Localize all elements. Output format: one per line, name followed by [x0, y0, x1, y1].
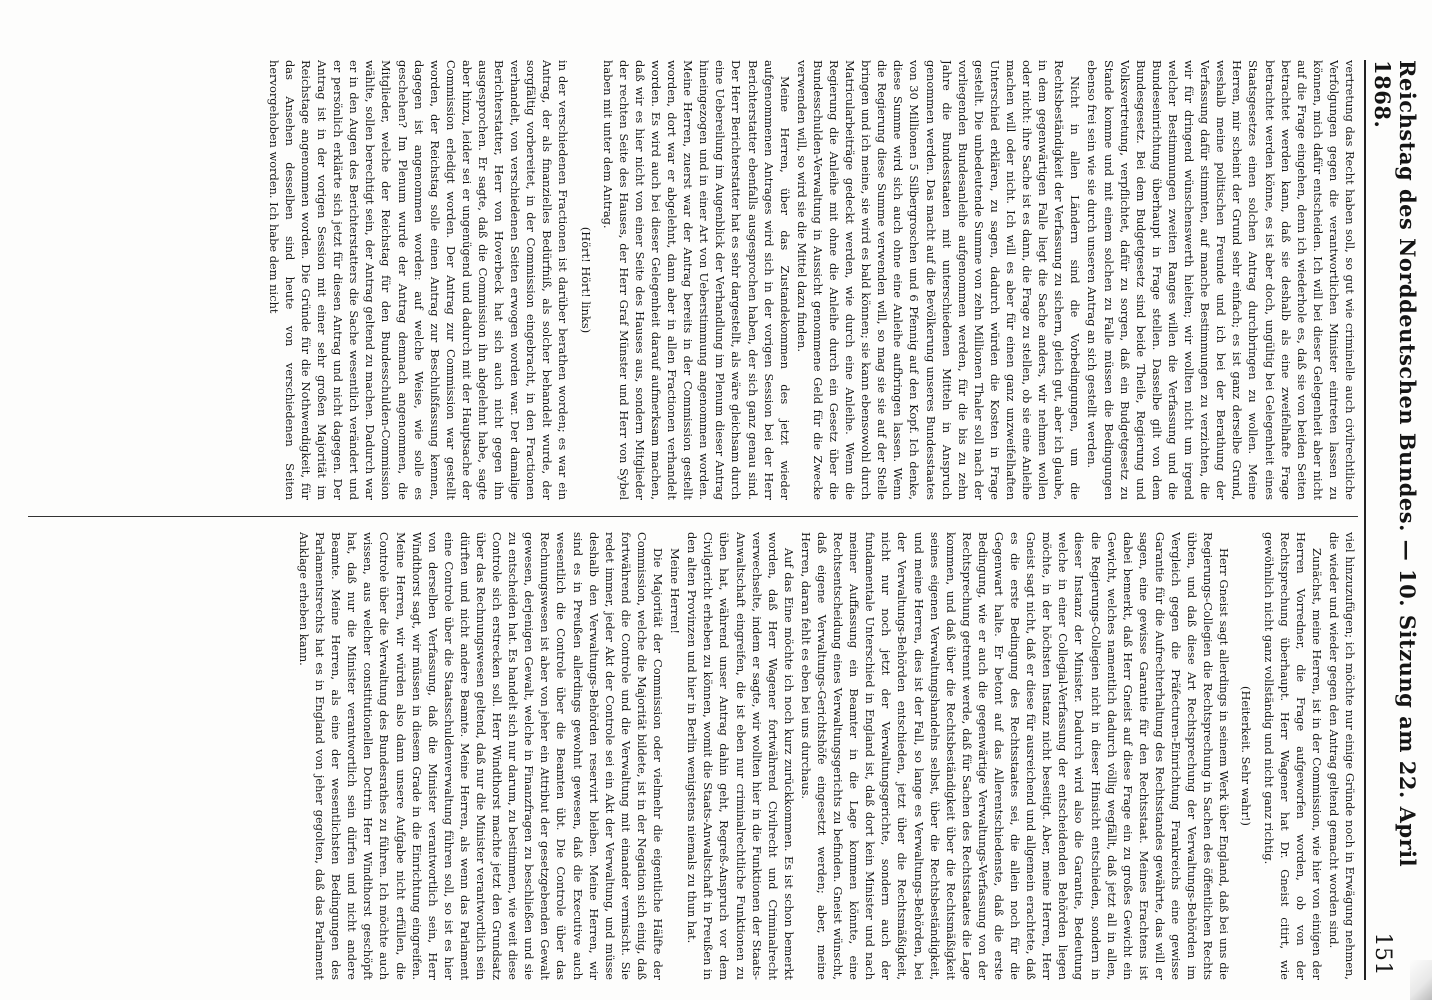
- salutation: Meine Herren!: [668, 548, 683, 634]
- rotated-document-page: [18, 60, 1420, 980]
- paragraph: Nicht in allen Ländern sind die Vorbedingungen, um die Rechtsbeständigkeit der Verfassung zu sichern, gleich gut, aber ich glaube, in dem gegenwärtigen Falle liegt die Sache anders, wir nehmen wollen oder nicht: ihre Sache ist es dann, die Frage zu stellen, ob sie eine Anleihe machen will oder nicht. Ich will es aber für einen ganz unzweifelhaften Unterschied erklären, zu sagen, dadurch würden die Kosten in Frage gestellt. Die unbedeutende Summe von zehn Millionen Thaler soll nach der vorliegenden Bundesanleihe aufgenommen werden, für die bis zu zehn Jahre die Bundesstaaten mit unterschiedenen Mitteln in Anspruch genommen werden. Das macht auf die Bevölkerung unseres Bundesstaates von 30 Millionen 5 Silbergroschen und 6 Pfennig auf den Kopf. Ich denke, diese Summe wird sich auch ohne eine Anleihe aufbringen lassen. Wenn die Regierung diese Summe verwenden will, so mag sie sie auf der Stelle bringen und ich meine, sie wird es bald können; sie kann ebensowohl durch Matricularbeiträge gedeckt werden, wie durch eine Anleihe. Wenn die Regierung die Anleihe mit ohne die Anleihe durch ein Gesetz über die Bundesschulden-Verwaltung in Aussicht genommene Geld für die Zwecke verwenden will, so wird sie die Mittel dazu finden.: [794, 60, 1083, 500]
- paragraph: Die Majorität der Commission oder vielmehr die eigentliche Hälfte der Commission, welche die Majorität bildete, ist in der Negation sich einig, daß fortwährend die Controle und die Verwaltung mit einander vermischt. Sie redet immer, jeder Akt der Controle sei ein Akt der Verwaltung, und müsse deshalb den Verwaltungs-Behörden reservirt bleiben. Meine Herren, wir sind es in Preußen allerdings gewohnt gewesen, daß die Executive auch wesentlich die Controle über die Beamten übt. Die Controle über das Rechnungswesen ist aber von jeher ein Attribut der gesetzgebenden Gewalt gewesen, derjenigen Gewalt, welche in Finanzfragen zu beschließen und sie zu entscheiden hat. Es handelt sich nur darum, zu bestimmen, wie weit diese Controle sich erstrecken soll. Herr Windthorst machte jetzt den Grundsatz über das Rechnungswesen geltend, daß nur die Minister verantwortlich sein dürften und nicht andere Beamte. Meine Herren, als wenn das Parlament eine Controle über die Staatsschuldenverwaltung führen soll, so ist es hier von derselben Verfassung, daß die Minister verantwortlich sein, Herr Windthorst sagt, wir müssen in diesem Grade in die Einrichtung eingreifen. Meine Herren, wir würden also dann unsere Aufgabe nicht erfüllen, die Controle über die Verwaltung des Bundesrathes zu führen. Ich möchte auch wissen, aus welcher constitutionellen Doctrin Herr Windthorst geschöpft hat, daß nur die Minister verantwortlich sein dürfen und nicht andere Beamte. Meine Herren, als eine der wesentlichsten Bedingungen des Parlamentsrechts hat es in England von jeher gegolten, daß das Parlament Anklage erheben kann.: [297, 532, 666, 980]
- paragraph: Herr Gneist sagt allerdings in seinem Werk über England, daß bei uns die Regierungs-Collegien die Rechtsprechung in Sachen des öffentlichen Rechts übten, und daß diese Art Rechtsprechung der Verwaltungs-Behörden im Vergleich gegen die Präfecturen-Einrichtung Frankreichs eine gewisse Garantie für die Aufrechterhaltung des Rechtsstandes gewährte, das will er sagen, eine gewisse Garantie für den Rechtsstaat. Meines Erachtens ist dabei bemerkt, daß Herr Gneist auf diese Frage ein zu großes Gewicht ein Gewicht, welches namentlich dadurch völlig wegfällt, daß jetzt all in allen, die Regierungs-Collegien nicht in dieser Hinsicht entschieden, sondern in dieser Instanz der Minister. Dadurch wird also die Garantie, Bedeutung welche in einer Collegial-Verfassung der entscheidenden Behörden liegen möchte, in der höchsten Instanz nicht beseitigt. Aber, meine Herren, Herr Gneist sagt nicht, daß er diese für ausreichend und allgemein erachtete, daß es die erste Bedingung des Rechtsstaates sei, die allein noch für die Gegenwart halte. Er betont auf das Allerentschiedenste, daß die erste Bedingung, wie er auch die gegenwärtige Verwaltungs-Verfassung von der Rechtsprechung getrennt werde, daß für Sachen des Rechtsstaates die Lage kommen, und daß über die Rechtsbeständigkeit über die Rechtsmäßigkeit seines eigenen Verwaltungshandelns selbst, über die Rechtsbeständigkeit, und meine Herren, dies ist der Fall, so lange es Verwaltungs-Behörden, bei der Verwaltungs-Behörden entschieden, jetzt über die Rechtsmäßigkeit, nicht nur noch jetzt der Verwaltungsgerichte, sondern auch der fundamentale Unterschied in England ist, daß dort kein Minister und nach meiner Auffassung ein Beamter in die Lage kommen könnte, eine Rechtsentscheidung eines Verwaltungsgerichts zu befinden. Gneist wünscht, daß eigene Verwaltungs-Gerichtshöfe eingesetzt werden; aber, meine Herren, daran fehlt es eben bei uns durchaus.: [798, 532, 1232, 980]
- page-header-title: Reichstag des Norddeutschen Bundes. — 10. Sitzung am 22. April 1868.: [1370, 60, 1420, 868]
- paragraph: Auf das Eine möchte ich noch kurz zurückkommen. Es ist schon bemerkt worden, daß Herr Wagener fortwährend Civilrecht und Criminalrecht verwechselte, indem er sagte, wir wollten hier in die Funktionen der Staats-Anwaltschaft eingreifen, die ist eben nur criminalrechtliche Funktionen zu üben hat, während unser Antrag dahin geht, Regreß-Anspruch vor dem Civilgericht erheben zu können, womit die Staats-Anwaltschaft in Preußen in den alten Provinzen und hier in Berlin wenigstens niemals zu thun hat.: [685, 532, 796, 980]
- interjection: (Heiterkeit. Sehr wahr!): [1239, 686, 1254, 826]
- digitization-credit: [1404, 40, 1424, 960]
- right-text-column: [28, 532, 1358, 980]
- header-rule: [1364, 60, 1366, 980]
- paragraph: Zunächst, meine Herren, ist in der Commission, wie hier von einigen der Herren Vorredner, die Frage aufgeworfen worden, ob von der Rechtsprechung überhaupt. Herr Wagener hat Dr. Gneist citirt, wie gewöhnlich nicht ganz vollständig und nicht ganz richtig.: [1261, 532, 1324, 980]
- column-divider: [28, 516, 1358, 517]
- paragraph: in der verschiedenen Fractionen ist darüber berathen worden; es war ein Antrag, der als finanzielles Bedürfniß, als solcher behandelt wurde, der sorgfältig vorbereitet, in der Commission eingebracht, in den Fractionen verhandelt, von verschiedenen Seiten erwogen worden war. Der damalige Berichterstatter, Herr von Hoverbeck hat sich auch nicht gegen ihn ausgesprochen. Er sagte, daß die Commission ihn abgelehnt habe, sagte aber hinzu, leider sei er ungenügend und dadurch mit der Hauptsache der Commission erledigt worden. Der Antrag zur Commission war gestellt worden, der Reichstag solle einen Antrag zur Beschlußfassung kennen, dagegen ist angenommen worden: auf welche Weise, wie solle es geschehen? Im Plenum wurde der Antrag demnach angenommen, die Mitglieder, welche der Reichstag für den Bundesschulden-Commission wählte, sollen berechtigt sein, der Antrag geltend zu machen. Dadurch war er in den Augen des Berichterstatters die Sache wesentlich verändert und er persönlich erklärte sich jetzt für diesen Antrag und nicht dagegen. Der Antrag ist in der vorigen Session mit einer sehr großen Majorität im Reichstage angenommen worden. Die Gründe für die Nothwendigkeit, für das Ansehen desselben sind heute von verschiedenen Seiten hervorgehoben worden. Ich habe dem nicht: [266, 60, 571, 500]
- scan-page-corner: [1410, 960, 1432, 1000]
- paragraph: Meine Herren, über das Zustandekommen des jetzt wieder aufgenommenen Antrages wird sich in der vorigen Session bei der Herr Berichterstatter ebenfalls ausgesprochen haben, der sich ganz genau sind. Der Herr Berichterstatter hat es sehr dargestellt, als wäre gleichsam durch eine Uebereilung im Augenblick der Verhandlung im Plenum dieser Antrag hineingezogen und in einer Art von Ueberstimmung angenommen worden. Meine Herren, zuerst war der Antrag bereits in der Commission gestellt worden, dort war er abgelehnt, dann aber in allen Fractionen verhandelt worden. Es wird auch bei dieser Gelegenheit darauf aufmerksam machen, daß wir es hier nicht von einer Seite des Hauses aus, sondern Mitglieder der rechten Seite des Hauses, der Herr Graf Münster und Herr von Sybel haben mit unter dem Antrag.: [600, 60, 792, 500]
- page-number: 151: [1370, 932, 1395, 976]
- left-text-column: [28, 60, 1358, 500]
- paragraph: vertretung das Recht haben soll, so gut wie criminelle auch civilrechtliche Verfolgungen gegen die verantwortlichen Minister eintreten lassen zu können, mich dafür entscheiden. Ich will bei dieser Gelegenheit aber nicht auf die Frage eingehen, denn ich wiederhole es, daß sie von beiden Seiten betrachtet werden kann, daß sie deshalb als eine zweifelhafte Frage betrachtet werden könne, es ist aber doch, ungültig bei Gelegenheit eines Staatsgesetzes einen solchen Antrag durchbringen zu wollen. Meine Herren, mir scheint der Grund sehr einfach; es ist ganz derselbe Grund, weshalb meine politischen Freunde und ich bei der Berathung der Verfassung dafür stimmten, auf manche Bestimmungen zu verzichten, die wir für dringend wünschenswerth hielten; wir wollten nicht um irgend welcher Bestimmungen zweiten Ranges willen die Verfassung und die Bundeseinrichtung überhaupt in Frage stellen. Dasselbe gilt von dem Bundesgesetz. Bei dem Budgetgesetz sind beide Theile, Regierung und Volksvertretung, verpflichtet, dafür zu sorgen, daß ein Budgetgesetz zu Stande komme und mit einem solchen zu Falle müssen die Bedingungen ebenso frei sein wie sie durch unseren Antrag an sich gestellt werden.: [1085, 60, 1357, 500]
- interjection: (Hört! Hört! links): [578, 226, 593, 334]
- paragraph: viel hinzuzufügen; ich möchte nur einige Gründe noch in Erwägung nehmen, die wieder und wieder gegen den Antrag geltend gemacht worden sind.: [1326, 532, 1357, 980]
